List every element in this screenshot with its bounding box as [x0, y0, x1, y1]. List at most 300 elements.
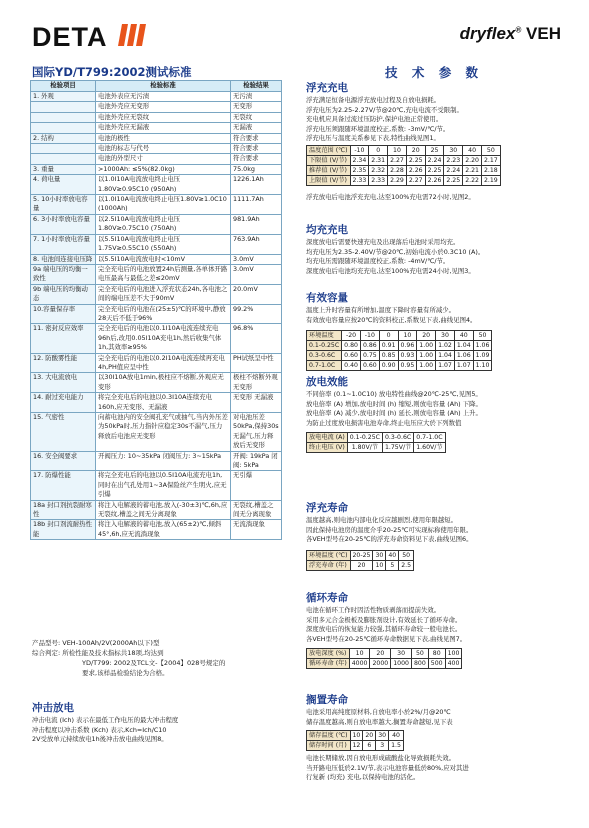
right-title: 技 术 参 数	[385, 65, 484, 80]
table-cell: 0	[379, 331, 398, 341]
table-cell: 0.91	[379, 341, 398, 351]
test-item: 9a 端电压的均衡一致性	[31, 264, 96, 284]
table-cell: 下限值 (V/节)	[307, 156, 351, 166]
float-title: 浮充充电	[306, 82, 348, 94]
table-cell: 20	[406, 146, 425, 156]
float-note: 浮充放电后电池浮充充电,达至100%充电需72小时,见图2。	[306, 193, 475, 201]
text-line: 为防止过度放电损害电池寿命,终止电压应大於下列数值	[306, 418, 462, 427]
table-cell: 20	[417, 331, 436, 341]
test-item: 11. 密封反应效率	[31, 324, 96, 353]
table-cell: 20-25	[350, 551, 373, 561]
test-item: 10.容量保存率	[31, 304, 96, 324]
table-cell: 循环寿命 (年)	[307, 659, 350, 669]
table-row	[307, 361, 492, 371]
table-cell: -20	[342, 331, 361, 341]
table-cell: 2.21	[463, 166, 482, 176]
table-cell: 0.7-1.0C	[307, 361, 342, 371]
test-item: 5. 10小时率放电容量	[31, 195, 96, 215]
text-line: 2V受放单元持续放电1h後冲击放电曲线见图8。	[32, 735, 168, 744]
header	[0, 0, 589, 58]
test-standard-table	[30, 80, 282, 540]
table-row	[307, 433, 446, 443]
test-item: 2. 结构	[31, 133, 96, 143]
table-cell: 0.3-0.6C	[382, 433, 413, 443]
table-cell: 上限值 (V/节)	[307, 176, 351, 186]
test-item: 6. 3小时率放电容量	[31, 214, 96, 234]
test-standard: 向蓄电池内的安全阀孔充气或抽气,当内外压差为50kPa时,压力指针应稳定30s不漏气,压力释放后电池应无变形	[96, 413, 231, 452]
table-row	[31, 112, 282, 122]
table-row	[307, 156, 501, 166]
table-cell: 2000	[370, 659, 391, 669]
table-cell: 40	[389, 731, 404, 741]
table-row	[31, 92, 282, 102]
test-item	[31, 154, 96, 164]
table-cell: 储存时间 (月)	[307, 741, 351, 751]
table-cell: 10	[388, 146, 407, 156]
table-row	[31, 353, 282, 373]
float-text	[306, 96, 576, 144]
text-line: 深度放电后需要快速充电及出现落后电池时采用均充。	[306, 238, 460, 246]
table-cell: 10	[398, 331, 417, 341]
table-cell: 环境温度	[307, 331, 342, 341]
text-line: 各VEH型号在20-25℃的浮充寿命资料见下表,曲线见图6。	[306, 535, 473, 544]
table-cell: 0.86	[360, 341, 379, 351]
test-result: 无引爆	[231, 471, 282, 500]
table-cell: 0.90	[379, 361, 398, 371]
table-row	[31, 284, 282, 304]
test-item	[31, 112, 96, 122]
text-line: 因此保持电池房的温度介乎20-25℃可实现标称使用年限。	[306, 525, 473, 534]
text-line: 有效放电容量应按20℃的资料校正,系数见下表,曲线见图4。	[306, 315, 477, 324]
table-row	[307, 146, 501, 156]
table-cell: 0.40	[342, 361, 361, 371]
table-cell: 2.35	[350, 166, 369, 176]
deta-logo: DETA	[32, 22, 108, 52]
float-life-text	[306, 516, 581, 545]
test-result: 无污渍	[231, 92, 282, 102]
test-standard: 电池外壳应无裂纹	[96, 112, 231, 122]
table-cell: 0.80	[342, 341, 361, 351]
text-line: 均充电压需跟随环境温度校正,系数: -4mV/℃/节。	[306, 257, 450, 266]
left-title: 国际YD/T799:2002测试标准	[32, 65, 192, 79]
test-standard: 电池外表应无污渍	[96, 92, 231, 102]
test-standard: 以30I10A放电1min,极柱应不熔断,外观应无变形	[96, 373, 231, 393]
test-result: 763.9Ah	[231, 234, 282, 254]
cycle-life-table	[306, 648, 462, 669]
table-row	[31, 254, 282, 264]
table-cell: 10	[349, 649, 370, 659]
table-cell: 推荐值 (V/节)	[307, 166, 351, 176]
text-line: 浮充电压为2.25-2.27V/节@20℃,充电电流不受限制。	[306, 105, 463, 114]
test-standard: 电池外壳应无漏液	[96, 123, 231, 133]
table-cell: 30	[391, 649, 412, 659]
table-cell: 温度范围 (℃)	[307, 146, 351, 156]
table-cell: 2.25	[444, 176, 463, 186]
text-line: 深度放电后的恢复能力较强,其循环寿命较一般电池长。	[306, 625, 462, 634]
table-cell: 1000	[391, 659, 412, 669]
text-line: 浮充电压须跟随环境温度校正,系数: -3mV/℃/节。	[306, 124, 450, 133]
table-cell: 50	[411, 649, 428, 659]
table-cell: 5	[386, 561, 399, 571]
table-cell: 0.3-0.6C	[307, 351, 342, 361]
table-cell: 2.18	[481, 166, 500, 176]
table-cell: 0.93	[398, 351, 417, 361]
test-item	[31, 123, 96, 133]
table-cell: 2.24	[425, 156, 444, 166]
test-item: 8. 电池间连接电压降	[31, 254, 96, 264]
text-line: 冲击电流 (Ich) 表示在最低工作电压的最大冲击程度	[32, 716, 179, 724]
table-cell: 1.75V/节	[382, 443, 413, 453]
table-cell: 1.06	[473, 341, 492, 351]
test-result: PH试纸呈中性	[231, 353, 282, 373]
table-cell: 0.1-0.25C	[307, 341, 342, 351]
table-cell: 储存温度 (℃)	[307, 731, 351, 741]
text-line: 浮充满足恒备电源浮充放电过程及自放电损耗。	[306, 96, 441, 104]
discharge-text	[306, 390, 581, 428]
test-result: 对电池压差50kPa,保持30s无漏气,压力释放后无变形	[231, 413, 282, 452]
test-standard: 完全充电后的电池在(25±5)℃的环境中,静放28天后不低于96%	[96, 304, 231, 324]
test-result: 1111.7Ah	[231, 195, 282, 215]
test-item	[31, 144, 96, 154]
table-cell: 50	[399, 551, 414, 561]
text-line: 冲击程度以冲击系数 (Kch) 表示,Kch=Ich/C10	[32, 725, 167, 734]
test-result: 符合要求	[231, 154, 282, 164]
table-cell: 0.60	[360, 361, 379, 371]
table-row	[31, 214, 282, 234]
table-cell: 20	[370, 649, 391, 659]
table-header-row	[31, 81, 282, 92]
table-cell: 1.80V/节	[347, 443, 382, 453]
test-standard: 以1.0I10A电流放电终止电压1.80V≥1.0C10 (1000Ah)	[96, 195, 231, 215]
table-cell: 12	[350, 741, 363, 751]
text-line: 不同倍率 (0.1~1.0C10) 放电特性曲线@20℃-25℃,见图5。	[306, 390, 482, 398]
header-std: 检验标准	[96, 81, 231, 92]
test-item: 17. 防爆性能	[31, 471, 96, 500]
text-line: 电池在循环工作时因活性物质剥落而提前失效。	[306, 606, 441, 614]
test-result: 无流淌现象	[231, 520, 282, 540]
test-item: 3. 重量	[31, 164, 96, 174]
test-result: 开阀: 19kPa 闭阀: 5kPa	[231, 451, 282, 471]
footer-line: 综合判定: 所检性能及技术指标共18项,均达到	[32, 649, 164, 657]
table-cell: 20	[350, 561, 373, 571]
table-cell: 6	[363, 741, 376, 751]
table-row	[31, 154, 282, 164]
float-voltage-table	[306, 145, 501, 186]
storage-after-text	[306, 754, 581, 783]
text-line: 放电倍率 (A) 减少,放电时间 (h) 延长,则放电容量 (Ah) 上升。	[306, 409, 482, 418]
table-row	[307, 731, 404, 741]
table-cell: 2.31	[369, 156, 388, 166]
test-result: 无变形	[231, 102, 282, 112]
table-cell: 1.09	[473, 351, 492, 361]
test-result: 无裂纹,槽盖之间无分离现象	[231, 500, 282, 520]
float-life-title: 浮充寿命	[306, 502, 348, 514]
table-cell: 2.25	[406, 156, 425, 166]
table-row	[31, 471, 282, 500]
text-line: 各VEH型号在20-25℃循环寿命数据见下表,曲线见图7。	[306, 634, 467, 643]
storage-table	[306, 730, 404, 751]
table-cell: 1.02	[436, 341, 455, 351]
table-row	[307, 341, 492, 351]
cycle-title: 循环寿命	[306, 592, 348, 604]
table-row	[31, 413, 282, 452]
table-cell: 100	[445, 649, 462, 659]
table-cell: 2.27	[406, 176, 425, 186]
table-cell: 2.5	[399, 561, 414, 571]
discharge-title: 放电效能	[306, 376, 348, 388]
table-cell: 2.26	[406, 166, 425, 176]
table-cell: 0.75	[360, 351, 379, 361]
table-cell: 30	[376, 731, 389, 741]
table-cell: 2.28	[388, 166, 407, 176]
table-row	[31, 234, 282, 254]
table-row	[31, 102, 282, 112]
table-cell: 10	[373, 561, 386, 571]
test-standard: 以5.5I10A电流放电时<10mV	[96, 254, 231, 264]
capacity-table	[306, 330, 492, 371]
table-cell: 80	[428, 649, 445, 659]
table-cell: 400	[445, 659, 462, 669]
test-standard: 电池的极性	[96, 133, 231, 143]
table-cell: 50	[481, 146, 500, 156]
table-cell: 1.00	[417, 341, 436, 351]
table-cell: 1.10	[473, 361, 492, 371]
table-row	[31, 123, 282, 133]
test-result: 无变形 无漏液	[231, 393, 282, 413]
test-item: 4. 荷电量	[31, 175, 96, 195]
table-cell: 40	[386, 551, 399, 561]
table-cell: 2.26	[425, 176, 444, 186]
test-standard: 将完全充电后的电池以0.5I10A电流充电1h,同时在出气孔处用1~3A保险丝产生明火,应无引爆	[96, 471, 231, 500]
table-row	[307, 741, 404, 751]
text-line: 温度越高,则电池内部电化反应越剧烈,使用年限越短。	[306, 516, 458, 524]
table-cell: 40	[463, 146, 482, 156]
test-result: 20.0mV	[231, 284, 282, 304]
text-line: 深度放电后电池均充充电,达至100%充电需24小时,见图3。	[306, 266, 475, 275]
capacity-text	[306, 306, 576, 325]
table-cell: 环境温度 (℃)	[307, 551, 351, 561]
table-cell: 30	[373, 551, 386, 561]
test-result: 75.0kg	[231, 164, 282, 174]
table-row	[31, 264, 282, 284]
table-cell: 0.95	[398, 361, 417, 371]
table-cell: 0.1-0.25C	[347, 433, 382, 443]
storage-title: 搁置寿命	[306, 694, 348, 706]
test-result: 无漏液	[231, 123, 282, 133]
logo-stripes-icon	[118, 24, 148, 46]
test-item: 1. 外观	[31, 92, 96, 102]
table-cell: 1.5	[389, 741, 404, 751]
test-standard: 电池的标志与代号	[96, 144, 231, 154]
table-row	[31, 451, 282, 471]
table-cell: 2.24	[444, 166, 463, 176]
test-standard: 以2.5I10A电流放电终止电压1.80V≥0.75C10 (750Ah)	[96, 214, 231, 234]
table-cell: 2.32	[369, 166, 388, 176]
test-standard: 将注入电解液的蓄电池,放入(-30±3)℃,6h,应无裂纹,槽盖之间无分离现象	[96, 500, 231, 520]
table-row	[307, 551, 414, 561]
test-standard: 完全充电后的电池放置24h后测量,各单体开路电压最高与最低之差≤20mV	[96, 264, 231, 284]
table-cell: 20	[363, 731, 376, 741]
test-result: 99.2%	[231, 304, 282, 324]
table-cell: 1.60V/节	[414, 443, 445, 453]
table-cell: 50	[473, 331, 492, 341]
text-line: 温度上升时容量有所增加,温度下降时容量有所减少。	[306, 306, 456, 314]
table-cell: 1.04	[454, 341, 473, 351]
test-item: 9b 端电压的均衡动态	[31, 284, 96, 304]
table-cell: 500	[428, 659, 445, 669]
test-standard: 完全充电后的电池进入浮充状态24h,各电池之间的端电压差不大于90mV	[96, 284, 231, 304]
table-cell: 浮充寿命 (年)	[307, 561, 351, 571]
table-row	[31, 195, 282, 215]
test-item: 7. 1小时率放电容量	[31, 234, 96, 254]
test-item: 14. 耐过充电能力	[31, 393, 96, 413]
table-cell: 2.19	[481, 176, 500, 186]
text-line: 采用多元合金极板及膨胀剂设计,有效延长了循环寿命。	[306, 615, 462, 624]
table-row	[307, 659, 462, 669]
storage-text	[306, 708, 581, 727]
test-standard: 完全充电后的电池以0.2I10A电流连续再充电4h,PH值应呈中性	[96, 353, 231, 373]
test-item: 16. 安全阀要求	[31, 451, 96, 471]
table-cell: -10	[360, 331, 379, 341]
footer-line: YD/T799: 2002及TCL文-【2004】028号规定的	[82, 659, 226, 667]
table-cell: 1.00	[417, 351, 436, 361]
table-row	[307, 166, 501, 176]
table-cell: 2.17	[481, 156, 500, 166]
table-cell: 2.22	[463, 176, 482, 186]
table-row	[31, 373, 282, 393]
header-item: 检验项目	[31, 81, 96, 92]
table-cell: 0.7-1.0C	[414, 433, 445, 443]
impact-text	[32, 716, 282, 745]
table-cell: 0.85	[379, 351, 398, 361]
table-cell: 0	[369, 146, 388, 156]
table-row	[31, 520, 282, 540]
test-item: 18a 封口剂抗裂耐寒性	[31, 500, 96, 520]
table-row	[31, 175, 282, 195]
table-row	[307, 561, 414, 571]
test-result: 无裂纹	[231, 112, 282, 122]
table-row	[31, 393, 282, 413]
test-standard: 电池外壳应无变形	[96, 102, 231, 112]
table-cell: 1.00	[417, 361, 436, 371]
table-row	[31, 133, 282, 143]
table-cell: 0.60	[342, 351, 361, 361]
table-cell: 30	[444, 146, 463, 156]
test-standard: 以1.0I10A电流放电终止电压1.80V≥0.95C10 (950Ah)	[96, 175, 231, 195]
test-standard: 开阀压力: 10~35kPa 闭阀压力: 3~15kPa	[96, 451, 231, 471]
table-row	[31, 324, 282, 353]
table-cell: 2.27	[388, 156, 407, 166]
table-row	[307, 649, 462, 659]
table-cell: -10	[350, 146, 369, 156]
table-row	[31, 144, 282, 154]
footer-line: 要求,该样品检验结论为合格。	[82, 669, 169, 677]
table-cell: 40	[454, 331, 473, 341]
header-result: 检验结果	[231, 81, 282, 92]
test-standard: 以5.5I10A电流放电终止电压1.75V≥0.55C10 (550Ah)	[96, 234, 231, 254]
text-line: 电池采用高纯度原材料,自放电率小於2%/月@20℃	[306, 708, 451, 716]
table-cell: 放电电流 (A)	[307, 433, 348, 443]
table-cell: 2.23	[444, 156, 463, 166]
text-line: 充电机应具备过流过压防护,保护电池正常使用。	[306, 115, 443, 124]
test-result: 符合要求	[231, 133, 282, 143]
test-item: 18b 封口剂流耐热性能	[31, 520, 96, 540]
cutoff-voltage-table	[306, 432, 446, 453]
table-cell: 2.29	[388, 176, 407, 186]
test-result: 极柱不熔断外观无变形	[231, 373, 282, 393]
table-cell: 2.25	[425, 166, 444, 176]
table-cell: 25	[425, 146, 444, 156]
table-row	[31, 164, 282, 174]
test-item	[31, 102, 96, 112]
table-row	[307, 331, 492, 341]
product-footer	[32, 638, 225, 678]
impact-title: 冲击放电	[32, 702, 74, 714]
text-line: 电池长期储放,因自放电形成硫酸盐化导致损耗失效。	[306, 754, 456, 762]
table-cell: 2.34	[350, 156, 369, 166]
test-result: 符合要求	[231, 144, 282, 154]
table-row	[31, 304, 282, 324]
test-standard: 完全充电后的电池以0.1I10A电流连续充电96h后,改用0.05I10A充电1h,然后收集气体1h,其效率≥95%	[96, 324, 231, 353]
table-row	[307, 443, 446, 453]
text-line: 行复新 (均充) 充电,以保持电池的活化。	[306, 773, 420, 782]
table-row	[31, 500, 282, 520]
test-item: 12. 防酸雾性能	[31, 353, 96, 373]
table-cell: 10	[350, 731, 363, 741]
text-line: 浮充电压与温度关系参见下表,特性曲线见图1。	[306, 134, 440, 143]
capacity-title: 有效容量	[306, 292, 348, 304]
text-line: 储存温度越高,则自放电率越大,搁置寿命越短,见下表	[306, 717, 453, 726]
table-row	[307, 351, 492, 361]
test-standard: 将注入电解液的蓄电池,放入(65±2)℃,倾斜45°,6h,应无流淌现象	[96, 520, 231, 540]
table-cell: 3	[376, 741, 389, 751]
table-cell: 1.06	[454, 351, 473, 361]
table-cell: 2.20	[463, 156, 482, 166]
test-result: 96.8%	[231, 324, 282, 353]
test-standard: 电池的外型尺寸	[96, 154, 231, 164]
brand-name: dryflex® VEH	[459, 24, 561, 43]
table-cell: 1.07	[436, 361, 455, 371]
table-cell: 1.04	[436, 351, 455, 361]
table-row	[307, 176, 501, 186]
test-result: 1226.1Ah	[231, 175, 282, 195]
table-cell: 2.33	[350, 176, 369, 186]
float-life-table	[306, 550, 414, 571]
test-standard: 将完全充电后的电池以0.3I10A连续充电160h,应无变形、无漏液	[96, 393, 231, 413]
test-result: 3.0mV	[231, 254, 282, 264]
footer-line: 产品型号: VEH-100Ah/2V(2000Ah以下)型	[32, 639, 160, 647]
table-cell: 放电深度 (%)	[307, 649, 350, 659]
test-item: 13. 大电流放电	[31, 373, 96, 393]
table-cell: 800	[411, 659, 428, 669]
test-result: 3.0mV	[231, 264, 282, 284]
test-result: 981.9Ah	[231, 214, 282, 234]
text-line: 放电倍率 (A) 增加,放电时间 (h) 缩短,则放电容量 (Ah) 下降。	[306, 399, 482, 408]
cycle-text	[306, 606, 581, 644]
table-cell: 1.07	[454, 361, 473, 371]
table-cell: 2.33	[369, 176, 388, 186]
equal-text	[306, 238, 576, 276]
table-cell: 终止电压 (V)	[307, 443, 348, 453]
test-standard: >1000Ah: ≤5%(82.0kg)	[96, 164, 231, 174]
table-cell: 30	[436, 331, 455, 341]
text-line: 当开路电压低於2.1V/节,表示电池容量低於80%,应对其进	[306, 763, 469, 772]
table-cell: 0.96	[398, 341, 417, 351]
table-cell: 4000	[349, 659, 370, 669]
equal-title: 均充充电	[306, 224, 348, 236]
text-line: 均充电压为2.35-2.40V/节@20℃,初始电流小於0.3C10 (A)。	[306, 247, 485, 256]
test-item: 15. 气密性	[31, 413, 96, 452]
